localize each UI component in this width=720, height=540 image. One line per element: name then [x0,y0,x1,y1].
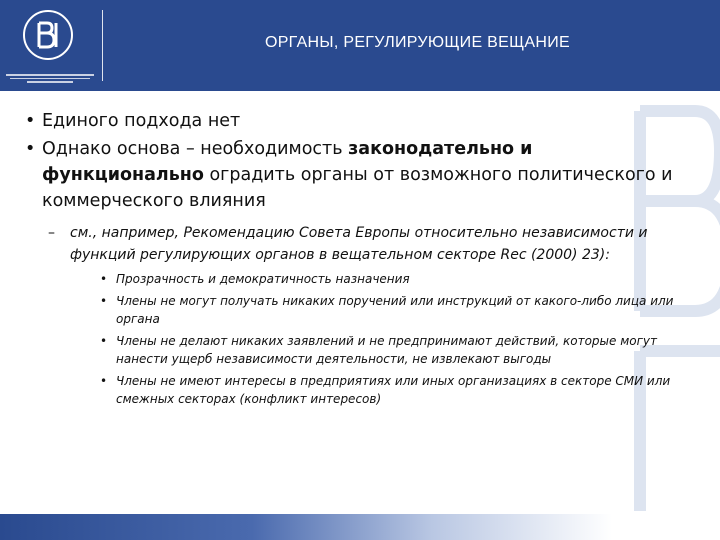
footer-bar [0,514,720,540]
list-item: • Члены не имеют интересы в предприятиях или иных организациях в секторе СМИ или смежных секторах (конфликт интересов) [100,374,671,406]
header-divider [102,10,103,81]
logo [0,0,100,91]
hse-emblem-icon [23,10,73,60]
slide-content [20,108,700,408]
list-item: • Члены не делают никаких заявлений и не предпринимают действий, которые могут нанести ущерб независимости деятельности, не извлекают выгоды [100,334,657,366]
slide-title: ОРГАНЫ, РЕГУЛИРУЮЩИЕ ВЕЩАНИЕ [264,34,571,51]
logo-caption-lines [6,72,94,84]
header-bar [0,0,720,91]
bullet-item: • Единого подхода нет [25,111,241,131]
list-item: • Прозрачность и демократичность назначения [100,272,410,286]
bullet-item: • Однако основа – необходимость законодательно и функционально оградить органы от возможного политического и коммерческого влияния [25,139,673,211]
list-item: • Члены не могут получать никаких поручений или инструкций от какого-либо лица или органа [100,294,674,326]
sub-bullet: – см., например, Рекомендацию Совета Европы относительно независимости и функций регулирующих органов в вещательном секторе Rec (2000) 23): [48,225,648,263]
